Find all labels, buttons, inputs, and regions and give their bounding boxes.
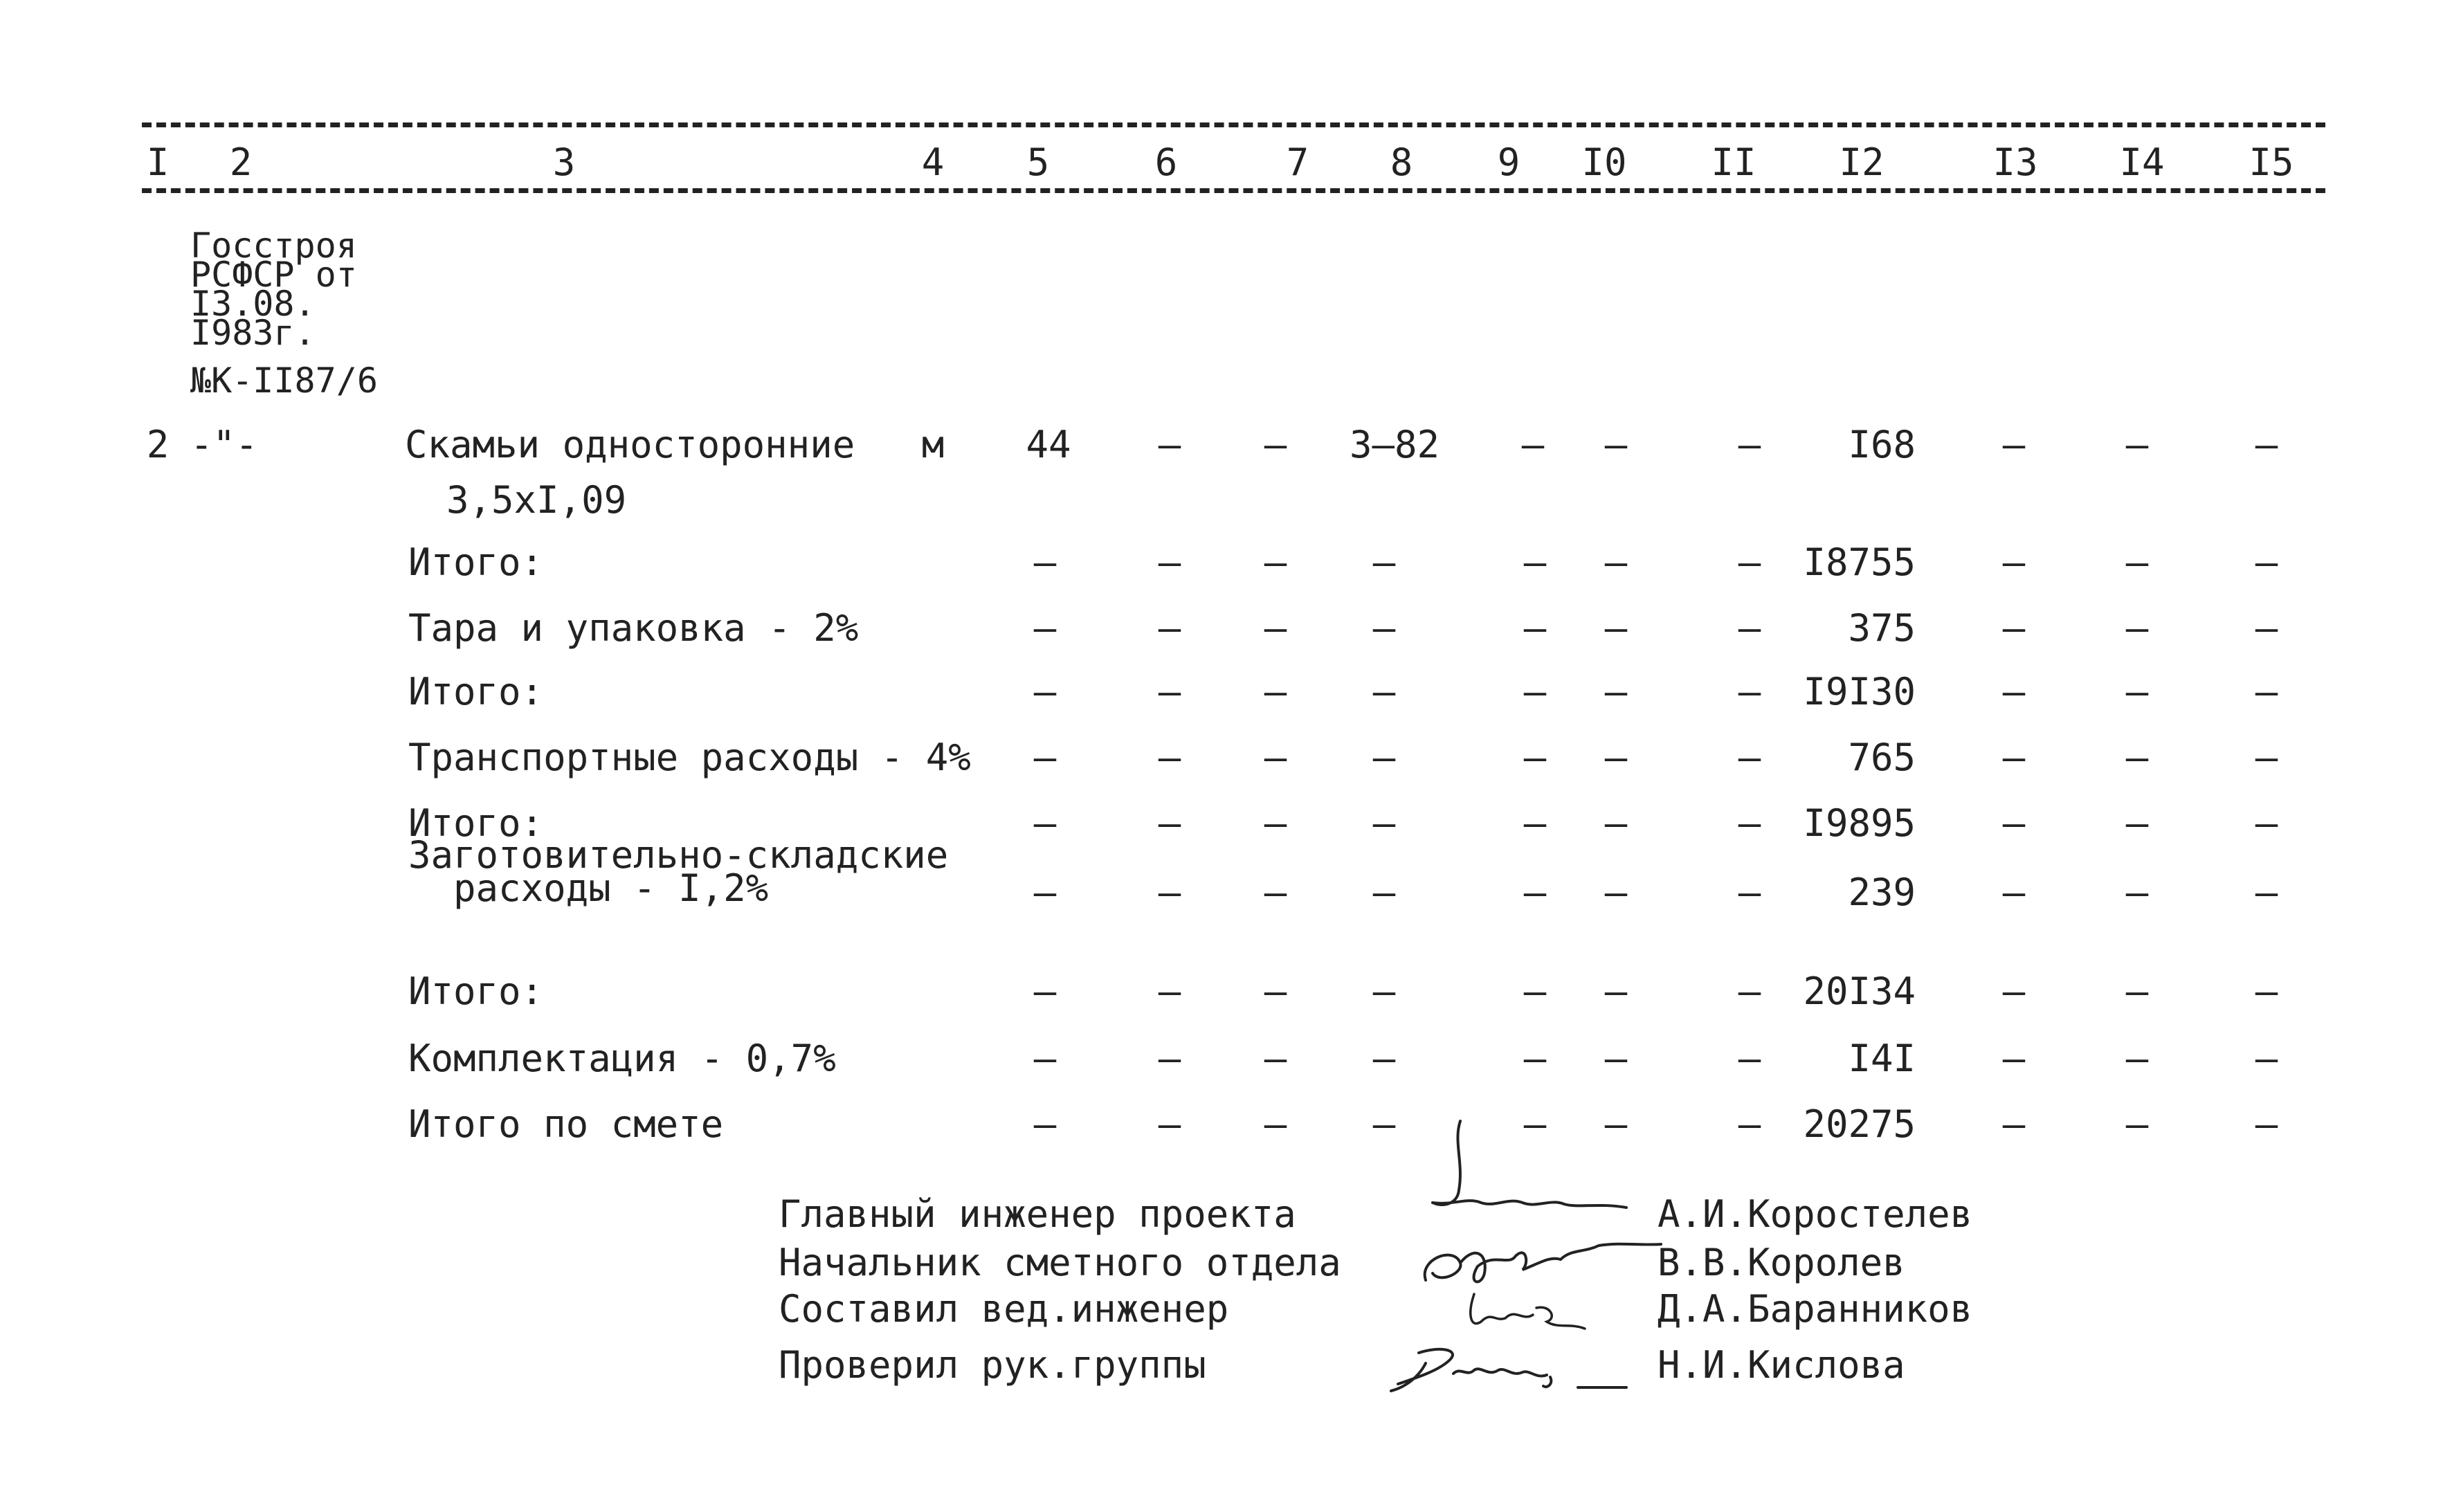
column-header: I2: [1839, 140, 1885, 184]
signature-name: Н.И.Кислова: [1658, 1343, 1905, 1387]
summary-cell: –: [1738, 606, 1761, 650]
summary-cell: –: [1523, 1102, 1547, 1146]
column-header: 2: [229, 140, 253, 184]
summary-cell: –: [1604, 1102, 1628, 1146]
summary-total: I9I30: [1803, 670, 1916, 713]
column-header: 4: [921, 140, 945, 184]
summary-cell: –: [1033, 736, 1057, 779]
summary-total: 765: [1848, 736, 1916, 779]
summary-label: Итого:: [408, 969, 544, 1013]
reference-line: Госстроя: [190, 226, 357, 266]
summary-cell: –: [1372, 1102, 1396, 1146]
summary-cell: –: [1033, 606, 1057, 650]
signature-role: Проверил рук.группы: [779, 1343, 1206, 1387]
summary-cell: –: [2255, 736, 2278, 779]
summary-cell: –: [1604, 801, 1628, 845]
signature-role: Главный инженер проекта: [779, 1192, 1296, 1236]
summary-cell: –: [2255, 606, 2278, 650]
item-total: I68: [1848, 423, 1916, 466]
summary-label: Итого по смете: [408, 1102, 724, 1146]
summary-total: 239: [1848, 871, 1916, 914]
summary-cell: –: [2125, 736, 2149, 779]
summary-total: I9895: [1803, 801, 1916, 845]
summary-cell: –: [1158, 801, 1181, 845]
summary-cell: –: [2255, 801, 2278, 845]
summary-cell: –: [2125, 871, 2149, 914]
column-header: 5: [1026, 140, 1050, 184]
summary-cell: –: [1158, 736, 1181, 779]
summary-cell: –: [1264, 871, 1287, 914]
summary-cell: –: [1604, 606, 1628, 650]
summary-cell: –: [2002, 969, 2026, 1013]
summary-label: Заготовительно-складские расходы - I,2%: [408, 833, 949, 910]
summary-cell: –: [1738, 670, 1761, 713]
summary-cell: –: [1033, 871, 1057, 914]
summary-cell: –: [1033, 801, 1057, 845]
summary-total: 375: [1848, 606, 1916, 650]
summary-cell: –: [1523, 1037, 1547, 1080]
summary-cell: –: [1738, 871, 1761, 914]
summary-cell: –: [2255, 871, 2278, 914]
summary-cell: –: [1523, 871, 1547, 914]
summary-cell: –: [1372, 606, 1396, 650]
column-header: 9: [1497, 140, 1520, 184]
item-dimensions: 3,5xI,09: [446, 478, 627, 522]
summary-cell: –: [1372, 1037, 1396, 1080]
header-top-rule: [142, 122, 2325, 127]
summary-cell: –: [2125, 1102, 2149, 1146]
summary-cell: –: [1604, 871, 1628, 914]
summary-cell: –: [1033, 540, 1057, 584]
item-cell: –: [1738, 423, 1761, 466]
summary-cell: –: [1264, 969, 1287, 1013]
summary-cell: –: [1158, 540, 1181, 584]
summary-cell: –: [1523, 969, 1547, 1013]
summary-cell: –: [1372, 736, 1396, 779]
summary-cell: –: [1738, 1102, 1761, 1146]
summary-cell: –: [2125, 801, 2149, 845]
summary-cell: –: [1738, 969, 1761, 1013]
column-header: I0: [1581, 140, 1627, 184]
signature-name: В.В.Королев: [1658, 1241, 1905, 1284]
summary-cell: –: [2002, 1102, 2026, 1146]
item-reference: -"-: [190, 423, 258, 466]
summary-cell: –: [1738, 1037, 1761, 1080]
summary-label: Итого:: [408, 670, 544, 713]
column-header: 7: [1286, 140, 1309, 184]
handwritten-signature: [1453, 1280, 1599, 1342]
summary-cell: –: [2125, 1037, 2149, 1080]
summary-cell: –: [2255, 1102, 2278, 1146]
summary-cell: –: [1604, 969, 1628, 1013]
summary-total: I8755: [1803, 540, 1916, 584]
summary-cell: –: [1033, 1102, 1057, 1146]
summary-cell: –: [1158, 606, 1181, 650]
handwritten-signature: [1377, 1339, 1640, 1401]
summary-cell: –: [1523, 736, 1547, 779]
summary-cell: –: [2125, 540, 2149, 584]
summary-total: 20I34: [1803, 969, 1916, 1013]
column-header: 3: [552, 140, 576, 184]
column-header: I5: [2249, 140, 2294, 184]
summary-cell: –: [1523, 670, 1547, 713]
item-cell: –: [1604, 423, 1628, 466]
summary-cell: –: [1372, 670, 1396, 713]
summary-cell: –: [1738, 801, 1761, 845]
item-cell: –: [2125, 423, 2149, 466]
summary-cell: –: [1158, 969, 1181, 1013]
column-header: II: [1711, 140, 1756, 184]
signature-role: Начальник сметного отдела: [779, 1241, 1341, 1284]
item-quantity: 44: [1026, 423, 1071, 466]
column-header: I4: [2119, 140, 2165, 184]
item-number: 2: [146, 423, 170, 466]
summary-cell: –: [1264, 540, 1287, 584]
summary-cell: –: [1604, 736, 1628, 779]
reference-line: I3.08.: [190, 284, 316, 324]
summary-cell: –: [1604, 1037, 1628, 1080]
summary-cell: –: [1523, 540, 1547, 584]
summary-cell: –: [1372, 969, 1396, 1013]
signature-name: Д.А.Баранников: [1658, 1287, 1973, 1331]
summary-cell: –: [1158, 871, 1181, 914]
summary-cell: –: [2002, 801, 2026, 845]
summary-label: Транспортные расходы - 4%: [408, 736, 971, 779]
summary-cell: –: [1264, 606, 1287, 650]
summary-cell: –: [1033, 969, 1057, 1013]
summary-cell: –: [2255, 969, 2278, 1013]
summary-cell: –: [1372, 801, 1396, 845]
summary-cell: –: [1264, 670, 1287, 713]
column-header: I3: [1992, 140, 2038, 184]
summary-cell: –: [2002, 606, 2026, 650]
header-bottom-rule: [142, 188, 2325, 193]
summary-cell: –: [1604, 540, 1628, 584]
summary-cell: –: [2002, 1037, 2026, 1080]
summary-cell: –: [2125, 606, 2149, 650]
summary-cell: –: [1738, 540, 1761, 584]
summary-cell: –: [1738, 736, 1761, 779]
signature-name: А.И.Коростелев: [1658, 1192, 1973, 1236]
summary-label: Итого:: [408, 540, 544, 584]
summary-total: I4I: [1848, 1037, 1916, 1080]
reference-line: I983г.: [190, 313, 316, 353]
summary-cell: –: [2255, 540, 2278, 584]
summary-cell: –: [1033, 1037, 1057, 1080]
summary-cell: –: [2002, 540, 2026, 584]
item-cell: –: [1158, 423, 1181, 466]
summary-cell: –: [1264, 1037, 1287, 1080]
item-cell: –: [2002, 423, 2026, 466]
summary-label: Итого:: [408, 801, 544, 845]
summary-cell: –: [1372, 540, 1396, 584]
item-unit: м: [921, 423, 945, 466]
summary-cell: –: [1372, 871, 1396, 914]
summary-cell: –: [1604, 670, 1628, 713]
signature-role: Составил вед.инженер: [779, 1287, 1229, 1331]
reference-line: №К-II87/6: [190, 361, 378, 401]
summary-label: Тара и упаковка - 2%: [408, 606, 859, 650]
item-cell: –: [1264, 423, 1287, 466]
summary-cell: –: [2255, 670, 2278, 713]
item-cell: –: [1521, 423, 1545, 466]
column-header: 8: [1390, 140, 1413, 184]
item-name: Скамьи односторонние: [405, 423, 855, 466]
summary-cell: –: [1033, 670, 1057, 713]
summary-cell: –: [1158, 1102, 1181, 1146]
reference-line: РСФСР от: [190, 255, 357, 295]
summary-cell: –: [2125, 969, 2149, 1013]
column-header: 6: [1154, 140, 1178, 184]
summary-cell: –: [1264, 801, 1287, 845]
summary-cell: –: [1158, 1037, 1181, 1080]
item-price: 3–82: [1349, 423, 1440, 466]
summary-total: 20275: [1803, 1102, 1916, 1146]
summary-cell: –: [1523, 801, 1547, 845]
summary-cell: –: [1158, 670, 1181, 713]
summary-label: Комплектация - 0,7%: [408, 1037, 836, 1080]
summary-cell: –: [2255, 1037, 2278, 1080]
handwritten-signature: [1405, 1114, 1647, 1239]
summary-cell: –: [2002, 871, 2026, 914]
item-cell: –: [2255, 423, 2278, 466]
summary-cell: –: [2002, 670, 2026, 713]
summary-cell: –: [2002, 736, 2026, 779]
summary-cell: –: [1523, 606, 1547, 650]
summary-cell: –: [1264, 1102, 1287, 1146]
summary-cell: –: [1264, 736, 1287, 779]
summary-cell: –: [2125, 670, 2149, 713]
column-header: I: [146, 140, 170, 184]
